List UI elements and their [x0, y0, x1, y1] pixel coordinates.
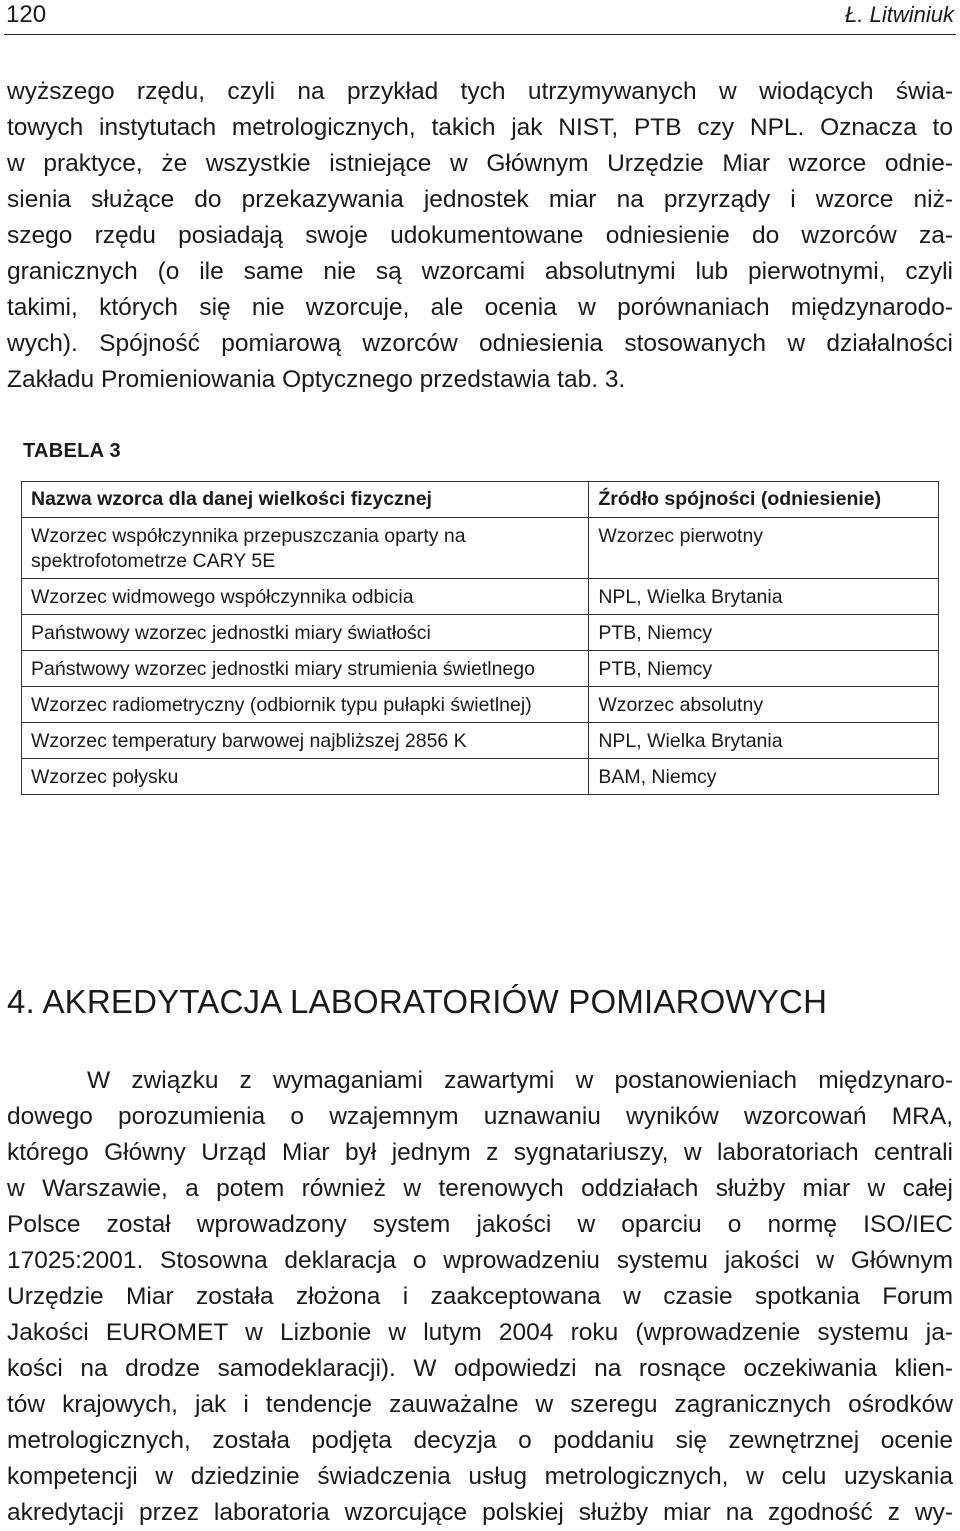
text-line: w Warszawie, a potem również w terenowych oddziałach służby miar w całej	[7, 1175, 953, 1202]
text-line: Polsce został wprowadzony system jakości w oparciu o normę ISO/IEC	[7, 1211, 953, 1238]
table-row	[22, 759, 939, 795]
standard-name-cell: Państwowy wzorzec jednostki miary światłości	[22, 615, 589, 651]
text-line: tów krajowych, jak i tendencje zauważalne w szeregu zagranicznych ośrodków	[7, 1391, 953, 1418]
table-row	[22, 723, 939, 759]
text-line: wych). Spójność pomiarową wzorców odniesienia stosowanych w działalności	[7, 330, 953, 357]
traceability-source-cell: NPL, Wielka Brytania	[589, 723, 939, 759]
column-header-traceability-source: Źródło spójności (odniesienie)	[589, 482, 939, 518]
standard-name-cell: Wzorzec współczynnika przepuszczania oparty na spektrofotometrze CARY 5E	[22, 518, 589, 579]
text-line: granicznych (o ile same nie są wzorcami absolutnymi lub pierwotnymi, czyli	[7, 258, 953, 285]
text-line: w praktyce, że wszystkie istniejące w Głównym Urzędzie Miar wzorce odnie-	[7, 150, 953, 177]
traceability-source-cell: Wzorzec absolutny	[589, 687, 939, 723]
text-line: towych instytutach metrologicznych, takich jak NIST, PTB czy NPL. Oznacza to	[7, 114, 953, 141]
table-row	[22, 518, 939, 579]
standard-name-cell: Wzorzec temperatury barwowej najbliższej 2856 K	[22, 723, 589, 759]
table-row	[22, 579, 939, 615]
table-row	[22, 651, 939, 687]
table-row	[22, 687, 939, 723]
text-line: kości na drodze samodeklaracji). W odpowiedzi na rosnące oczekiwania klien-	[7, 1355, 953, 1382]
standard-name-cell: Państwowy wzorzec jednostki miary strumienia świetlnego	[22, 651, 589, 687]
column-header-standard-name: Nazwa wzorca dla danej wielkości fizycznej	[22, 482, 589, 518]
page-header	[4, 0, 956, 35]
traceability-source-cell: PTB, Niemcy	[589, 615, 939, 651]
standard-name-cell: Wzorzec radiometryczny (odbiornik typu pułapki świetlnej)	[22, 687, 589, 723]
standard-name-cell: Wzorzec widmowego współczynnika odbicia	[22, 579, 589, 615]
text-line: takimi, których się nie wzorcuje, ale ocenia w porównaniach międzynarodo-	[7, 294, 953, 321]
standard-name-cell: Wzorzec połysku	[22, 759, 589, 795]
table-row	[22, 615, 939, 651]
running-head-author: Ł. Litwiniuk	[845, 2, 954, 27]
text-line: akredytacji przez laboratoria wzorcujące polskiej służby miar na zgodność z wy-	[7, 1499, 953, 1526]
text-line: szego rzędu posiadają swoje udokumentowane odniesienie do wzorców za-	[7, 222, 953, 249]
text-line: Jakości EUROMET w Lizbonie w lutym 2004 roku (wprowadzenie systemu ja-	[7, 1319, 953, 1346]
text-line: 17025:2001. Stosowna deklaracja o wprowadzeniu systemu jakości w Głównym	[7, 1247, 953, 1274]
traceability-source-cell: BAM, Niemcy	[589, 759, 939, 795]
text-line: metrologicznych, została podjęta decyzja o poddaniu się zewnętrznej ocenie	[7, 1427, 953, 1454]
traceability-table	[21, 481, 939, 795]
table-caption: TABELA 3	[23, 440, 121, 462]
table-header-row	[22, 482, 939, 518]
text-line: Urzędzie Miar została złożona i zaakceptowana w czasie spotkania Forum	[7, 1283, 953, 1310]
body-paragraph-2	[7, 1063, 953, 1531]
body-paragraph-1	[7, 74, 953, 398]
text-line: którego Główny Urząd Miar był jednym z sygnatariuszy, w laboratoriach centrali	[7, 1139, 953, 1166]
text-line: wyższego rzędu, czyli na przykład tych utrzymywanych w wiodących świa-	[7, 78, 953, 105]
text-line: dowego porozumienia o wzajemnym uznawaniu wyników wzorcowań MRA,	[7, 1103, 953, 1130]
traceability-source-cell: Wzorzec pierwotny	[589, 518, 939, 579]
page-number: 120	[6, 1, 47, 28]
section-heading: 4. AKREDYTACJA LABORATORIÓW POMIAROWYCH	[7, 983, 828, 1020]
text-line: Zakładu Promieniowania Optycznego przedstawia tab. 3.	[7, 366, 626, 393]
text-line: kompetencji w dziedzinie świadczenia usług metrologicznych, w celu uzyskania	[7, 1463, 953, 1490]
traceability-source-cell: PTB, Niemcy	[589, 651, 939, 687]
text-line: sienia służące do przekazywania jednostek miar na przyrządy i wzorce niż-	[7, 186, 953, 213]
traceability-source-cell: NPL, Wielka Brytania	[589, 579, 939, 615]
text-line: W związku z wymaganiami zawartymi w postanowieniach międzynaro-	[87, 1067, 953, 1094]
